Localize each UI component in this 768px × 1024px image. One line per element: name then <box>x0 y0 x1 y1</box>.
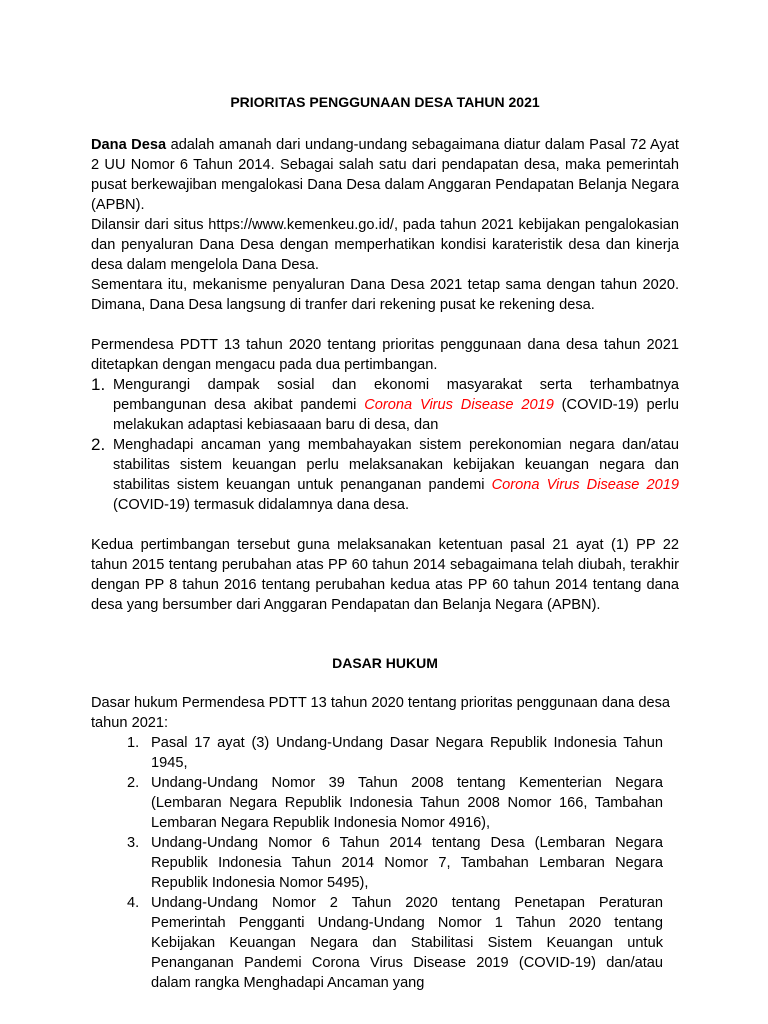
list-item: 4. Undang-Undang Nomor 2 Tahun 2020 tentang Penetapan Peraturan Pemerintah Pengganti Undang-Undang Nomor 1 Tahun 2020 tentang Kebijakan Keuangan Negara dan Stabilitasi Sistem Keuangan untuk Penanganan Pandemi Corona Virus Disease 2019 (COVID-19) dan/atau dalam rangka Menghadapi Ancaman yang <box>127 895 663 991</box>
considerations-list <box>91 375 679 515</box>
list-item: 1. Mengurangi dampak sosial dan ekonomi masyarakat serta terhambatnya pembangunan desa akibat pandemi Corona Virus Disease 2019 (COVID-19) perlu melakukan adaptasi kebiasaaan baru di desa, dan <box>91 375 680 433</box>
document-page <box>91 92 679 993</box>
dasar-hukum-heading: DASAR HUKUM <box>332 655 438 671</box>
intro-text: adalah amanah dari undang-undang sebagaimana diatur dalam Pasal 72 Ayat 2 UU Nomor 6 Tahun 2014. Sebagai salah satu dari pendapatan desa, maka pemerintah pusat berkewajiban mengalokasi Dana Desa dalam Anggaran Pendapatan Belanja Negara (APBN). <box>91 137 679 213</box>
covid-term: Corona Virus Disease 2019 <box>491 477 679 493</box>
document-title: PRIORITAS PENGGUNAAN DESA TAHUN 2021 <box>230 94 540 110</box>
dasar-hukum-intro: Dasar hukum Permendesa PDTT 13 tahun 2020 tentang prioritas penggunaan dana desa tahun 2021: <box>91 695 671 731</box>
list-number: 4. <box>127 895 140 911</box>
list-number: 1. <box>91 375 106 394</box>
kemenkeu-paragraph: Dilansir dari situs https://www.kemenkeu.go.id/, pada tahun 2021 kebijakan pengalokasian dan penyaluran Dana Desa dengan memperhatikan kondisi karateristik desa dan kinerja desa dalam mengelola Dana Desa. <box>91 217 679 273</box>
list-number: 2. <box>127 775 140 791</box>
list-number: 1. <box>127 735 140 751</box>
kedua-paragraph: Kedua pertimbangan tersebut guna melaksanakan ketentuan pasal 21 ayat (1) PP 22 tahun 2015 tentang perubahan atas PP 60 tahun 2014 sebagaimana telah diubah, terakhir dengan PP 8 tahun 2016 tentang perubahan kedua atas PP 60 tahun 2014 tentang dana desa yang bersumber dari Anggaran Pendapatan dan Belanja Negara (APBN). <box>91 537 679 613</box>
mekanisme-paragraph: Sementara itu, mekanisme penyaluran Dana Desa 2021 tetap sama dengan tahun 2020. Dimana, Dana Desa langsung di tranfer dari rekening pusat ke rekening desa. <box>91 277 679 313</box>
list-item: 2. Undang-Undang Nomor 39 Tahun 2008 tentang Kementerian Negara (Lembaran Negara Republik Indonesia Tahun 2008 Nomor 166, Tambahan Lembaran Negara Republik Indonesia Nomor 4916), <box>127 775 663 831</box>
list-number: 2. <box>91 435 106 454</box>
covid-term: Corona Virus Disease 2019 <box>364 397 554 413</box>
intro-paragraph <box>91 135 679 215</box>
list-item: 1. Pasal 17 ayat (3) Undang-Undang Dasar Negara Republik Indonesia Tahun 1945, <box>127 735 663 771</box>
permendesa-paragraph: Permendesa PDTT 13 tahun 2020 tentang prioritas penggunaan dana desa tahun 2021 ditetapkan dengan mengacu pada dua pertimbangan. <box>91 337 679 373</box>
legal-basis-list <box>91 733 679 993</box>
list-number: 3. <box>127 835 140 851</box>
dana-desa-term: Dana Desa <box>91 137 167 153</box>
list-item: 3. Undang-Undang Nomor 6 Tahun 2014 tentang Desa (Lembaran Negara Republik Indonesia Tahun 2014 Nomor 7, Tambahan Lembaran Negara Republik Indonesia Nomor 5495), <box>127 835 663 891</box>
list-item: 2. Menghadapi ancaman yang membahayakan sistem perekonomian negara dan/atau stabilitas sistem keuangan perlu melaksanakan kebijakan keuangan negara dan stabilitas sistem keuangan untuk penanganan pandemi Corona Virus Disease 2019 (COVID-19) termasuk didalamnya dana desa. <box>91 435 679 513</box>
